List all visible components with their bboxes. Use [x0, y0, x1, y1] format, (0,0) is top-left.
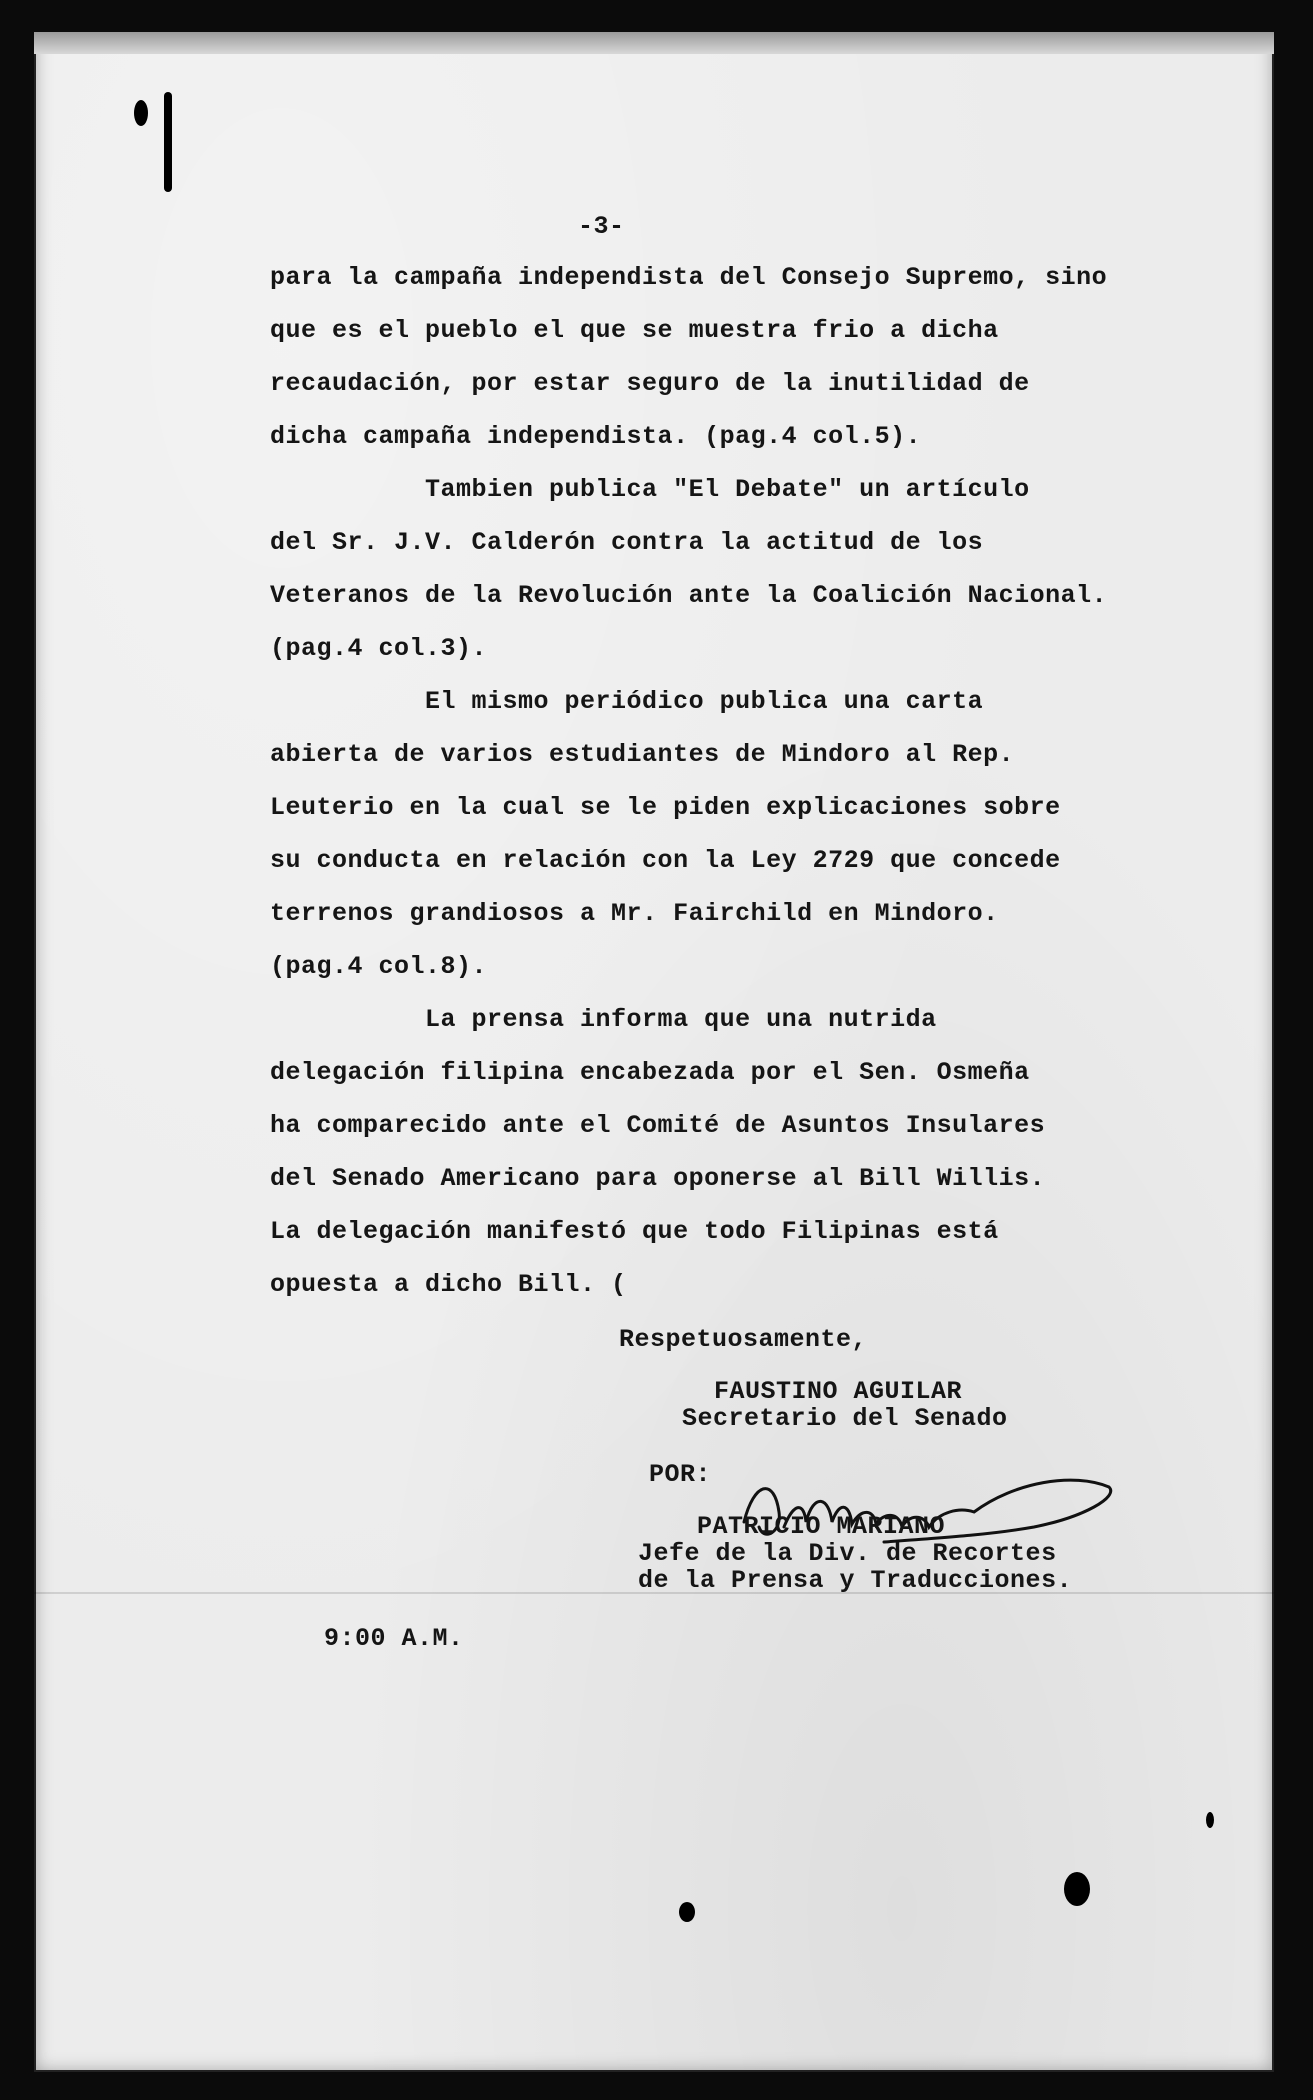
body-line: su conducta en relación con la Ley 2729 que concede — [270, 846, 1061, 875]
body-line: dicha campaña independista. (pag.4 col.5). — [270, 422, 922, 451]
chief-title-line2: de la Prensa y Traducciones. — [638, 1566, 1073, 1595]
body-line: para la campaña independista del Consejo Supremo, sino — [270, 263, 1108, 292]
body-line: del Sr. J.V. Calderón contra la actitud de los — [270, 528, 984, 557]
body-line: ha comparecido ante el Comité de Asuntos Insulares — [270, 1111, 1046, 1140]
body-line: que es el pueblo el que se muestra frio a dicha — [270, 316, 999, 345]
body-line: La delegación manifestó que todo Filipinas está — [270, 1217, 999, 1246]
binding-hole-mark — [134, 100, 148, 126]
por-label: POR: — [649, 1460, 712, 1489]
closing-salutation: Respetuosamente, — [619, 1325, 868, 1354]
body-line: Leuterio en la cual se le piden explicaciones sobre — [270, 793, 1061, 822]
body-line: El mismo periódico publica una carta — [270, 687, 984, 716]
body-line: delegación filipina encabezada por el Sen. Osmeña — [270, 1058, 1030, 1087]
body-line: recaudación, por estar seguro de la inutilidad de — [270, 369, 1030, 398]
ink-blot — [1064, 1872, 1090, 1906]
body-line: La prensa informa que una nutrida — [270, 1005, 937, 1034]
document-page — [34, 32, 1274, 2072]
signatory-title: Secretario del Senado — [682, 1404, 1008, 1433]
body-line: (pag.4 col.3). — [270, 634, 488, 663]
page-number: -3- — [578, 212, 625, 241]
body-line: terrenos grandiosos a Mr. Fairchild en Mindoro. — [270, 899, 999, 928]
body-line: del Senado Americano para oponerse al Bill Willis. — [270, 1164, 1046, 1193]
body-line: Tambien publica "El Debate" un artículo — [270, 475, 1030, 504]
body-line: opuesta a dicho Bill. ( — [270, 1270, 627, 1299]
ink-blot — [1206, 1812, 1214, 1828]
binding-hole-mark — [164, 92, 172, 192]
ink-blot — [679, 1902, 695, 1922]
time-stamp: 9:00 A.M. — [324, 1624, 464, 1653]
chief-name: PATRICIO MARIANO — [697, 1512, 946, 1541]
body-line: abierta de varios estudiantes de Mindoro al Rep. — [270, 740, 1015, 769]
page-top-edge — [34, 32, 1274, 54]
chief-title-line1: Jefe de la Div. de Recortes — [638, 1539, 1057, 1568]
body-line: (pag.4 col.8). — [270, 952, 488, 981]
body-line: Veteranos de la Revolución ante la Coalición Nacional. — [270, 581, 1108, 610]
signatory-name: FAUSTINO AGUILAR — [714, 1377, 963, 1406]
